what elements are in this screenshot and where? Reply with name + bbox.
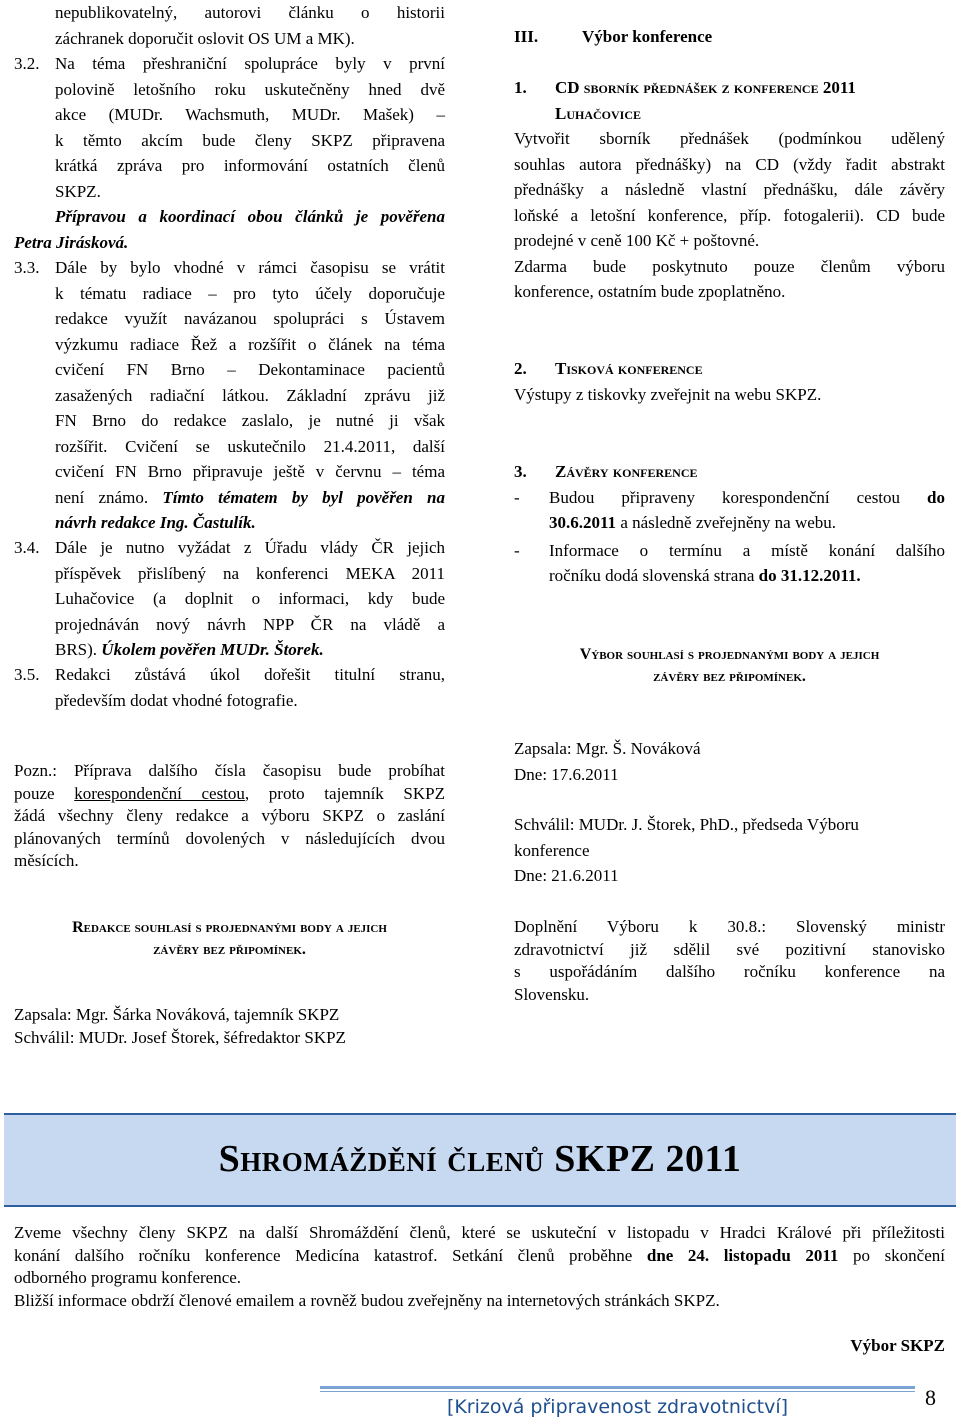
assignment-text: Přípravou a koordinací obou článků je pověřena (55, 207, 445, 226)
assembly-heading: Shromáždění členů SKPZ 2011 (218, 1138, 742, 1180)
assignment-text: Úkolem pověřen MUDr. Štorek. (101, 640, 324, 659)
left-signatures (14, 1003, 445, 1049)
item-number: 3.3. (14, 258, 40, 277)
item-cd-proceedings: 1. CD sborník přednášek z konference 2011 Luhačovice Vytvořit sborník přednášek (podmínkou udělený souhlas autora přednášky) na CD (vždy řadit abstrakt přednášky a následně vlastní přednášku, dále závěry loňské a letošní konference, příp. fotogalerii). CD bude prodejné v ceně 100 Kč + poštovné. Zdarma bude poskytnuto pouze členům výboru konference, ostatním bude zpoplatněno. (514, 78, 945, 301)
footer-rule (320, 1391, 915, 1392)
assembly-invitation: Zveme všechny členy SKPZ na další Shromáždění členů, které se uskuteční v listopadu v Hradci Králové při příležitosti konání dalšího ročníku konference Medicína katastrof. Setkání členů proběhne dne 24. listopadu 2011 po skončení odborného programu konference. Bližší informace obdrží členové emailem a rovněž budou zveřejněny na internetových stránkách SKPZ. (14, 1223, 945, 1310)
assembly-heading-box (4, 1113, 956, 1207)
footer-rule (320, 1386, 915, 1389)
right-signatures: Zapsala: Mgr. Š. Nováková Dne: 17.6.2011 Schválil: MUDr. J. Štorek, PhD., předseda Výboru konference Dne: 21.6.2011 (514, 736, 945, 889)
left-column (55, 0, 445, 51)
page-number: 8 (925, 1385, 936, 1410)
approved-by: Schválil: MUDr. Josef Štorek, šéfredaktor SKPZ (14, 1028, 346, 1047)
item-conference-conclusions: 3. Závěry konference - Budou připraveny korespondenční cestou do 30.6.2011 a následně zveřejněny na webu. - Informace o termínu a místě konání dalšího ročníku dodá slovenská strana do 31.12.2011. (514, 462, 945, 585)
approved-by: Schválil: MUDr. J. Štorek, PhD., předseda Výboru (514, 815, 859, 834)
intro-line: nepublikovatelný, autorovi článku o historii (55, 3, 445, 22)
item-3-3: 3.3. Dále by bylo vhodné v rámci časopisu se vrátit k tématu radiace – pro tyto účely doporučuje redakce využít navázanou spolupráci s Ústavem výzkumu radiace Řež a rozšířit o článek na téma cvičení FN Brno – Dekontaminace pacientů zasažených radiační látkou. Základní zprávu již FN Brno do redakce zaslalo, je nutné ji však rozšířit. Cvičení se uskutečnilo 21.4.2011, další cvičení FN Brno připravuje ještě v červnu – téma není známo. Tímto tématem by byl pověřen na návrh redakce Ing. Častulík. (14, 255, 445, 536)
signature-committee: Výbor SKPZ (850, 1336, 945, 1355)
footer-journal-name: [Krizová připravenost zdravotnictví] (446, 1396, 789, 1418)
intro-line: záchranek doporučit oslovit OS UM a MK). (55, 28, 355, 48)
recorded-by: Zapsala: Mgr. Š. Nováková (514, 739, 701, 758)
item-number: 3.2. (14, 54, 40, 73)
bullet-item: - Budou připraveny korespondenční cestou do (514, 487, 945, 507)
section-heading-iii: III. Výbor konference (514, 27, 713, 46)
date: Dne: 17.6.2011 (514, 764, 619, 784)
item-number: 3.4. (14, 538, 40, 557)
item-3-4: 3.4. Dále je nutno vyžádat z Úřadu vlády ČR jejich příspěvek přislíbený na konferenci MEKA 2011 Luhačovice (a doplnit o informaci, kdy bude projednáván nový návrh NPP ČR na vládě a BRS). Úkolem pověřen MUDr. Štorek. (14, 535, 445, 663)
assignment-text: Tímto tématem by byl pověřen na (162, 487, 445, 507)
item-number: 3.5. (14, 665, 40, 684)
bullet-item: - Informace o termínu a místě konání dalšího (514, 540, 945, 560)
recorded-by: Zapsala: Mgr. Šárka Nováková, tajemník SKPZ (14, 1005, 340, 1024)
date: Dne: 21.6.2011 (514, 866, 619, 885)
item-3-5: 3.5. Redakci zůstává úkol dořešit titulní stranu, především dodat vhodné fotografie. (14, 662, 445, 713)
item-press-conference: 2. Tisková konference Výstupy z tiskovky zveřejnit na webu SKPZ. (514, 359, 822, 404)
addendum-paragraph: Doplnění Výboru k 30.8.: Slovenský ministr zdravotnictví již sdělil své pozitivní stanovisko s uspořádáním dalšího ročníku konference na Slovensku. (514, 917, 945, 1004)
note-paragraph: Pozn.: Příprava dalšího čísla časopisu bude probíhat pouze korespondenční cestou, proto tajemník SKPZ žádá všechny členy redakce a výboru SKPZ o zaslání plánovaných termínů dovolených v následujících dvou měsících. (14, 761, 445, 870)
item-3-2: 3.2. Na téma přeshraniční spolupráce byly v první polovině letošního roku uskutečněny hned dvě akce (MUDr. Wachsmuth, MUDr. Mašek) – k těmto akcím bude členy SKPZ připravena krátká zpráva pro informování ostatních členů SKPZ. Přípravou a koordinací obou článků je pověřena Petra Jirásková. (14, 51, 445, 255)
editorial-agreement: Redakce souhlasí s projednanými body a jejich závěry bez připomínek. (72, 919, 387, 958)
committee-agreement: Výbor souhlasí s projednanými body a jejich závěry bez připomínek. (579, 646, 880, 685)
